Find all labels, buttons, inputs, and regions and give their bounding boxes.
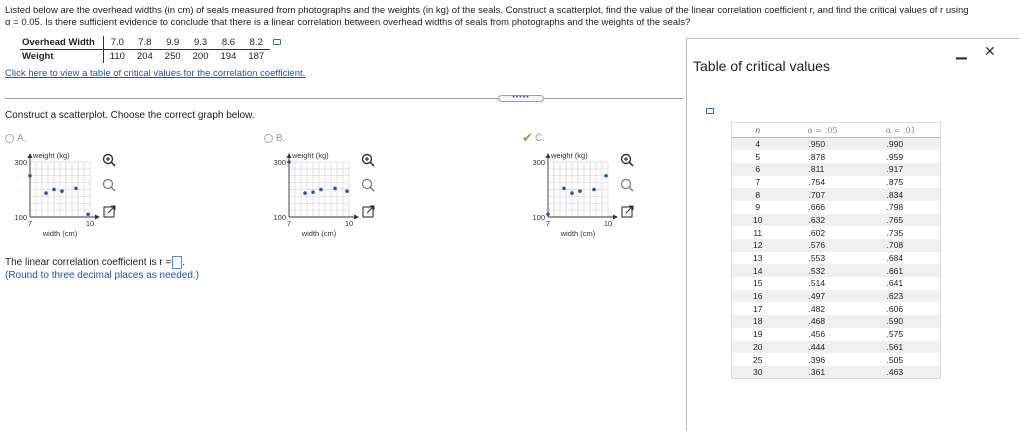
x-axis-arrow — [613, 215, 618, 220]
data-point — [311, 190, 315, 194]
n-cell: 13 — [753, 253, 763, 264]
data-point — [345, 189, 349, 193]
popout-icon[interactable] — [102, 204, 117, 219]
y-axis-arrow — [546, 153, 551, 158]
alpha-01-cell: .575 — [886, 329, 904, 340]
alpha-05-cell: .514 — [808, 278, 826, 289]
x-tick-label: 10 — [344, 219, 354, 228]
alpha-01-cell: .990 — [862, 138, 941, 151]
data-point — [319, 188, 323, 192]
col-01-header: α = .01 — [862, 123, 941, 138]
width-cell: 9.9 — [159, 36, 187, 50]
option-a-letter: A. — [17, 133, 27, 144]
data-point — [52, 188, 56, 192]
table-row — [732, 163, 941, 176]
data-point — [44, 191, 48, 195]
question-line-2: α = 0.05. Is there sufficient evidence to conclude that there is a linear correlation between overhead widths of seals from photographs and the weights of the seals? — [5, 17, 691, 28]
table-row — [732, 277, 941, 290]
option-a[interactable] — [5, 130, 255, 240]
alpha-05-cell: .396 — [808, 354, 826, 365]
table-row — [732, 252, 941, 265]
table-row — [732, 188, 941, 201]
y-tick-label: 300 — [14, 158, 27, 167]
alpha-01-cell: .590 — [862, 315, 941, 328]
popout-icon[interactable] — [620, 204, 635, 219]
copy-table-icon[interactable] — [706, 108, 714, 114]
alpha-05-cell: .361 — [784, 366, 862, 379]
r-answer-input[interactable] — [172, 256, 182, 269]
data-point — [60, 189, 64, 193]
correlation-label: The linear correlation coefficient is r = — [5, 257, 172, 269]
col-n-header: n — [732, 123, 784, 138]
data-point — [562, 187, 566, 191]
alpha-01-cell: .917 — [862, 163, 941, 176]
y-axis-title: weight (kg) — [292, 151, 329, 160]
n-cell: 4 — [732, 138, 784, 151]
alpha-05-cell: .811 — [784, 163, 862, 176]
table-row — [732, 239, 941, 252]
x-axis-title: width (cm) — [301, 229, 337, 238]
alpha-01-cell: .765 — [862, 214, 941, 227]
n-cell: 14 — [732, 264, 784, 277]
n-cell: 9 — [755, 202, 761, 213]
alpha-01-cell: .959 — [886, 151, 904, 162]
x-tick-label: 10 — [85, 219, 95, 228]
data-point — [592, 188, 596, 192]
data-point — [28, 174, 32, 178]
n-cell: 19 — [753, 329, 763, 340]
weight-cell: 187 — [248, 51, 265, 62]
n-cell: 17 — [753, 303, 763, 314]
zoom-out-icon[interactable] — [102, 178, 117, 193]
width-cell: 7.8 — [131, 36, 159, 50]
y-tick-label: 100 — [273, 213, 286, 222]
table-row — [732, 290, 941, 303]
table-row — [732, 328, 941, 341]
x-axis-title: width (cm) — [560, 229, 596, 238]
alpha-01-cell: .834 — [862, 188, 941, 201]
alpha-01-cell: .641 — [886, 278, 904, 289]
question-text — [5, 5, 1020, 29]
critical-values-link[interactable]: Click here to view a table of critical values for the correlation coefficient. — [5, 68, 306, 79]
checkmark-icon: ✔ — [522, 130, 533, 145]
x-axis-title: width (cm) — [42, 229, 78, 238]
alpha-01-cell: .463 — [862, 366, 941, 379]
alpha-01-cell: .798 — [886, 202, 904, 213]
x-axis-arrow — [354, 215, 359, 220]
data-point — [604, 174, 608, 178]
alpha-01-cell: .735 — [886, 227, 904, 238]
alpha-05-cell: .632 — [784, 214, 862, 227]
question-line-1: Listed below are the overhead widths (in cm) of seals measured from photographs and the weights (in kg) of the seals. Construct a scatterplot, find the value of the linear correlation coefficient r, and find the critical values of r using — [5, 5, 969, 16]
weight-cell: 204 — [136, 51, 153, 62]
zoom-in-icon[interactable] — [361, 153, 376, 168]
alpha-05-cell: .456 — [808, 329, 826, 340]
data-point — [546, 212, 550, 216]
close-button[interactable] — [984, 43, 996, 60]
copy-data-button[interactable] — [270, 36, 287, 50]
scatterplot-instruction: Construct a scatterplot. Choose the correct graph below. — [5, 110, 255, 121]
table-row — [732, 214, 941, 227]
alpha-05-cell: .602 — [808, 227, 826, 238]
alpha-01-cell: .684 — [886, 253, 904, 264]
x-tick-label: 10 — [603, 219, 613, 228]
alpha-01-cell: .505 — [886, 354, 904, 365]
alpha-05-cell: .576 — [784, 239, 862, 252]
option-b[interactable] — [264, 130, 514, 240]
col-05-header: α = .05 — [784, 123, 862, 138]
y-tick-label: 100 — [532, 213, 545, 222]
n-cell: 11 — [753, 227, 763, 238]
option-c-letter: C. — [535, 133, 545, 144]
n-cell: 6 — [732, 163, 784, 176]
zoom-in-icon[interactable] — [102, 153, 117, 168]
y-axis-arrow — [28, 153, 33, 158]
alpha-01-cell: .623 — [862, 290, 941, 303]
option-a-radio[interactable] — [5, 134, 14, 143]
popout-icon[interactable] — [361, 204, 376, 219]
data-point — [287, 160, 291, 164]
critical-values-table — [731, 122, 941, 379]
data-point — [570, 191, 574, 195]
n-cell: 15 — [753, 278, 763, 289]
zoom-out-icon[interactable] — [361, 178, 376, 193]
expand-dots-button[interactable]: ••••• — [498, 95, 544, 102]
weight-cell: 194 — [220, 51, 237, 62]
y-tick-label: 300 — [532, 158, 545, 167]
alpha-05-cell: .482 — [808, 303, 826, 314]
weight-cell: 200 — [192, 51, 209, 62]
alpha-05-cell: .497 — [784, 290, 862, 303]
n-cell: 30 — [732, 366, 784, 379]
section-divider — [5, 98, 683, 99]
y-axis-arrow — [287, 153, 292, 158]
y-axis-title: weight (kg) — [551, 151, 588, 160]
table-row — [732, 353, 941, 366]
alpha-05-cell: .666 — [808, 202, 826, 213]
alpha-05-cell: .444 — [784, 341, 862, 354]
alpha-01-cell: .606 — [886, 303, 904, 314]
alpha-01-cell: .708 — [862, 239, 941, 252]
table-row — [732, 302, 941, 315]
alpha-05-cell: .553 — [808, 253, 826, 264]
alpha-05-cell: .468 — [784, 315, 862, 328]
x-tick-label: 7 — [545, 219, 551, 228]
alpha-05-cell: .754 — [808, 176, 826, 187]
y-tick-label: 100 — [14, 213, 27, 222]
width-cell: 9.3 — [187, 36, 215, 50]
alpha-01-cell: .875 — [886, 176, 904, 187]
x-tick-label: 7 — [27, 219, 33, 228]
zoom-out-icon[interactable] — [620, 178, 635, 193]
option-b-letter: B. — [276, 133, 286, 144]
y-tick-label: 300 — [273, 158, 286, 167]
n-cell: 16 — [732, 290, 784, 303]
minimize-button[interactable] — [956, 43, 967, 60]
data-point — [74, 187, 78, 191]
zoom-in-icon[interactable] — [620, 153, 635, 168]
table-row — [732, 176, 941, 189]
width-cell: 8.2 — [242, 36, 270, 50]
table-row — [732, 315, 941, 328]
n-cell: 8 — [732, 188, 784, 201]
n-cell: 25 — [753, 354, 763, 365]
table-row — [732, 366, 941, 379]
n-cell: 20 — [732, 341, 784, 354]
minimize-icon: ▁ — [956, 43, 967, 59]
alpha-01-cell: .661 — [862, 264, 941, 277]
alpha-01-cell: .561 — [862, 341, 941, 354]
alpha-05-cell: .532 — [784, 264, 862, 277]
rounding-note: (Round to three decimal places as needed.) — [5, 270, 200, 281]
x-tick-label: 7 — [286, 219, 292, 228]
table-row — [732, 264, 941, 277]
data-point — [578, 189, 582, 193]
data-point — [333, 187, 337, 191]
table-row — [732, 201, 941, 214]
x-axis-arrow — [95, 215, 100, 220]
alpha-05-cell: .707 — [784, 188, 862, 201]
table-row — [732, 226, 941, 239]
data-point — [303, 191, 307, 195]
table-row — [732, 150, 941, 163]
n-cell: 12 — [732, 239, 784, 252]
correlation-prompt: The linear correlation coefficient is r = . — [5, 257, 186, 269]
n-cell: 10 — [732, 214, 784, 227]
copy-icon — [273, 39, 281, 45]
width-cell: 8.6 — [215, 36, 243, 50]
data-point — [86, 212, 90, 216]
alpha-05-cell: .950 — [784, 138, 862, 151]
n-cell: 7 — [755, 176, 761, 187]
weight-cell: 110 — [109, 51, 125, 62]
table-row — [732, 341, 941, 354]
weight-label: Weight — [20, 50, 103, 64]
seal-data-table — [20, 36, 287, 63]
option-b-radio[interactable] — [264, 134, 273, 143]
n-cell: 18 — [732, 315, 784, 328]
width-cell: 7.0 — [103, 36, 131, 50]
alpha-05-cell: .878 — [808, 151, 826, 162]
y-axis-title: weight (kg) — [33, 151, 70, 160]
overhead-width-label: Overhead Width — [20, 36, 103, 50]
panel-title: Table of critical values — [693, 58, 830, 74]
weight-cell: 250 — [164, 51, 181, 62]
n-cell: 5 — [755, 151, 761, 162]
close-icon: ✕ — [984, 43, 996, 59]
table-row — [732, 138, 941, 151]
